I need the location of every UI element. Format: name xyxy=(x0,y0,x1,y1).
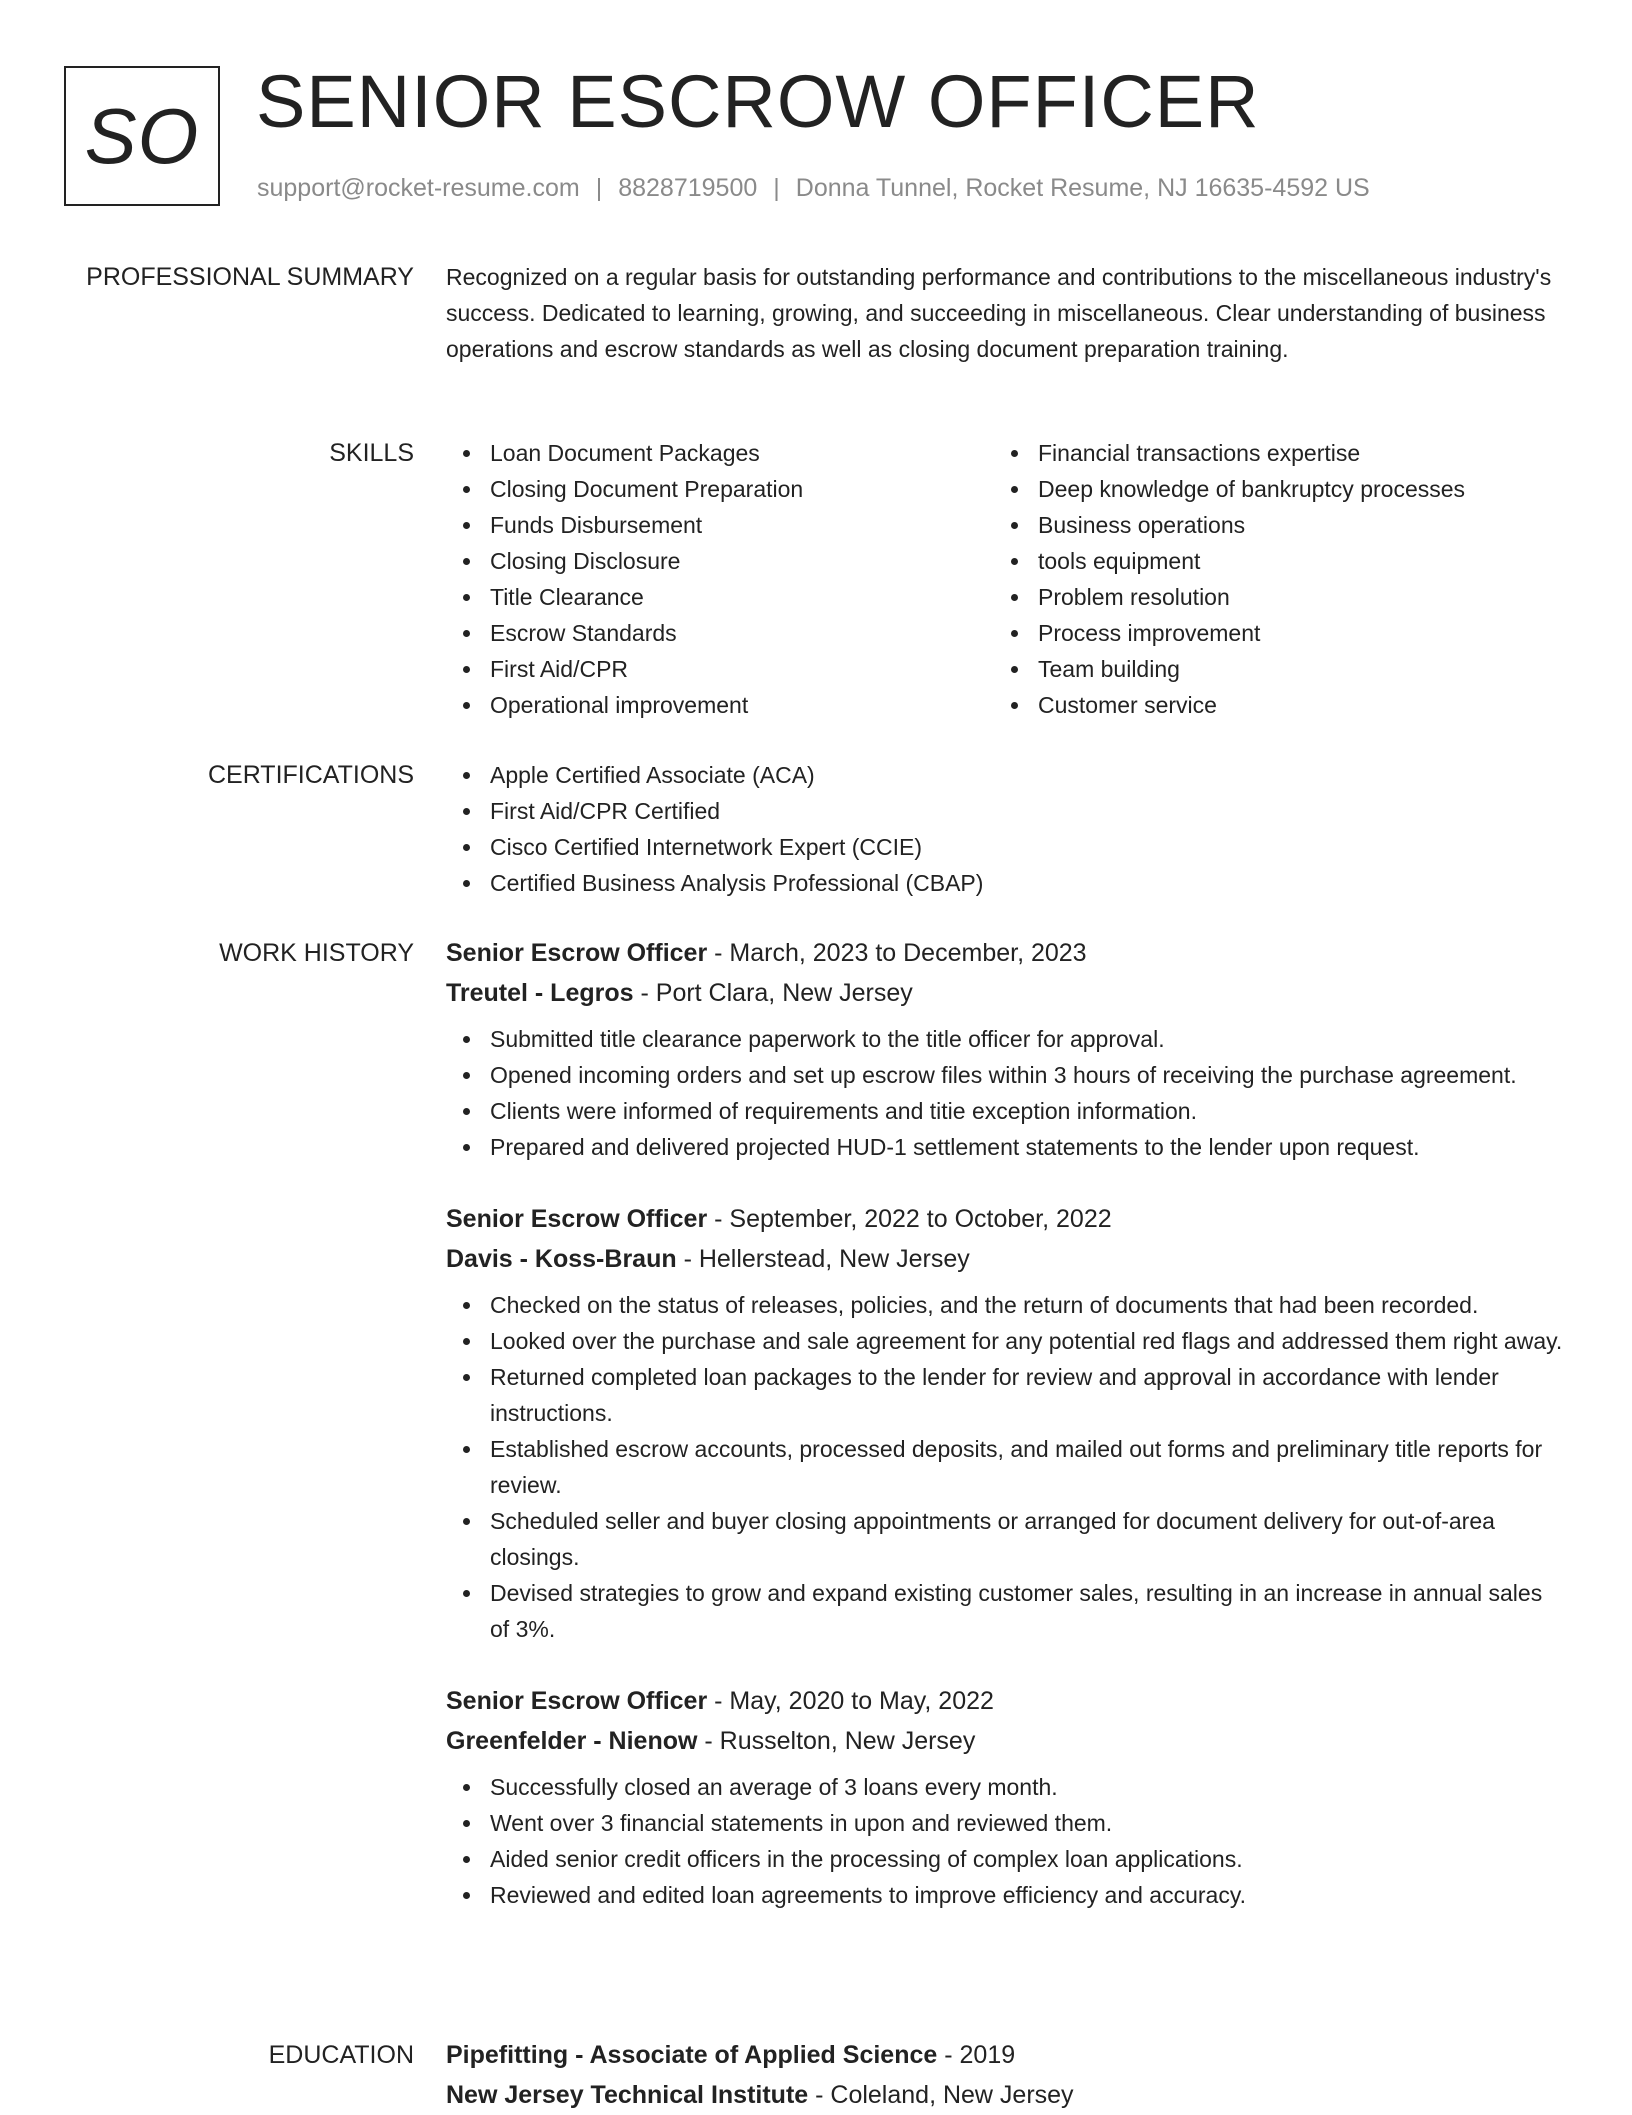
job-company-line xyxy=(446,1721,1566,1761)
monogram-initials: SO xyxy=(84,91,200,180)
job-bullets xyxy=(446,1287,1566,1647)
page-title: SENIOR ESCROW OFFICER xyxy=(256,60,1260,143)
contact-separator: | xyxy=(773,174,780,202)
certification-item: Certified Business Analysis Professional (CBAP) xyxy=(446,865,1566,901)
job-title: Senior Escrow Officer xyxy=(446,939,708,967)
contact-separator: | xyxy=(595,174,603,202)
job-bullet: Established escrow accounts, processed deposits, and mailed out forms and preliminary title reports for review. xyxy=(446,1431,1566,1503)
section-label-summary: PROFESSIONAL SUMMARY xyxy=(86,263,414,291)
section-label-education: EDUCATION xyxy=(268,2041,414,2069)
job-title-line xyxy=(446,1681,1566,1721)
job-bullet: Went over 3 financial statements in upon and reviewed them. xyxy=(446,1805,1566,1841)
education-school: New Jersey Technical Institute xyxy=(446,2081,809,2109)
skill-item: Financial transactions expertise xyxy=(994,435,1542,471)
skill-item: tools equipment xyxy=(994,543,1542,579)
skills-list-right xyxy=(994,435,1542,723)
job-bullet: Clients were informed of requirements and titie exception information. xyxy=(446,1093,1566,1129)
job-company: Davis - Koss-Braun xyxy=(446,1245,677,1273)
contact-phone: 8828719500 xyxy=(618,174,758,202)
skill-item: Deep knowledge of bankruptcy processes xyxy=(994,471,1542,507)
job-bullets xyxy=(446,1769,1566,1913)
job-entry xyxy=(446,1681,1566,1913)
job-dates: - March, 2023 to December, 2023 xyxy=(707,939,1087,967)
job-entry xyxy=(446,1199,1566,1647)
certification-item: Apple Certified Associate (ACA) xyxy=(446,757,1566,793)
skill-item: First Aid/CPR xyxy=(446,651,994,687)
job-dates: - May, 2020 to May, 2022 xyxy=(707,1687,994,1715)
skill-item: Process improvement xyxy=(994,615,1542,651)
job-bullet: Opened incoming orders and set up escrow files within 3 hours of receiving the purchase agreement. xyxy=(446,1057,1566,1093)
skill-item: Title Clearance xyxy=(446,579,994,615)
skill-item: Closing Disclosure xyxy=(446,543,994,579)
job-bullet: Looked over the purchase and sale agreement for any potential red flags and addressed them right away. xyxy=(446,1323,1566,1359)
job-location: - Hellerstead, New Jersey xyxy=(676,1245,970,1273)
education-location: - Coleland, New Jersey xyxy=(808,2081,1074,2109)
section-label-skills: SKILLS xyxy=(329,439,414,467)
skill-item: Business operations xyxy=(994,507,1542,543)
job-company-line xyxy=(446,973,1566,1013)
section-label-certifications: CERTIFICATIONS xyxy=(207,761,414,789)
certification-item: Cisco Certified Internetwork Expert (CCIE) xyxy=(446,829,1566,865)
skill-item: Closing Document Preparation xyxy=(446,471,994,507)
job-bullet: Aided senior credit officers in the processing of complex loan applications. xyxy=(446,1841,1566,1877)
job-bullet: Reviewed and edited loan agreements to improve efficiency and accuracy. xyxy=(446,1877,1566,1913)
contact-address: Donna Tunnel, Rocket Resume, NJ 16635-4592 US xyxy=(795,174,1370,202)
skill-item: Escrow Standards xyxy=(446,615,994,651)
monogram-box xyxy=(64,66,220,206)
job-entry xyxy=(446,933,1566,1165)
contact-line xyxy=(257,174,1370,203)
job-bullet: Successfully closed an average of 3 loans every month. xyxy=(446,1769,1566,1805)
job-bullet: Submitted title clearance paperwork to the title officer for approval. xyxy=(446,1021,1566,1057)
job-title-line xyxy=(446,1199,1566,1239)
job-company: Treutel - Legros xyxy=(446,979,634,1007)
job-location: - Port Clara, New Jersey xyxy=(633,979,913,1007)
job-location: - Russelton, New Jersey xyxy=(697,1727,976,1755)
job-bullet: Checked on the status of releases, policies, and the return of documents that had been recorded. xyxy=(446,1287,1566,1323)
job-bullet: Returned completed loan packages to the lender for review and approval in accordance with lender instructions. xyxy=(446,1359,1566,1431)
job-company: Greenfelder - Nienow xyxy=(446,1727,698,1755)
skills-list-left xyxy=(446,435,994,723)
contact-email: support@rocket-resume.com xyxy=(257,174,580,202)
job-bullet: Devised strategies to grow and expand existing customer sales, resulting in an increase in annual sales of 3%. xyxy=(446,1575,1566,1647)
section-label-work-history: WORK HISTORY xyxy=(219,939,414,967)
job-bullet: Scheduled seller and buyer closing appointments or arranged for document delivery for out-of-area closings. xyxy=(446,1503,1566,1575)
job-dates: - September, 2022 to October, 2022 xyxy=(707,1205,1112,1233)
skill-item: Team building xyxy=(994,651,1542,687)
education-year: - 2019 xyxy=(937,2041,1016,2069)
job-bullets xyxy=(446,1021,1566,1165)
skill-item: Funds Disbursement xyxy=(446,507,994,543)
job-title: Senior Escrow Officer xyxy=(446,1687,708,1715)
skill-item: Customer service xyxy=(994,687,1542,723)
skill-item: Problem resolution xyxy=(994,579,1542,615)
skill-item: Operational improvement xyxy=(446,687,994,723)
job-title-line xyxy=(446,933,1566,973)
certifications-list xyxy=(446,757,1566,901)
job-bullet: Prepared and delivered projected HUD-1 settlement statements to the lender upon request. xyxy=(446,1129,1566,1165)
certification-item: First Aid/CPR Certified xyxy=(446,793,1566,829)
education-degree: Pipefitting - Associate of Applied Science xyxy=(446,2041,938,2069)
job-title: Senior Escrow Officer xyxy=(446,1205,708,1233)
skill-item: Loan Document Packages xyxy=(446,435,994,471)
education-school-line xyxy=(446,2075,1566,2115)
summary-text: Recognized on a regular basis for outstanding performance and contributions to the miscellaneous industry's success. Dedicated to learning, growing, and succeeding in miscellaneous. Clear understanding of business operations and escrow standards as well as closing document preparation training. xyxy=(446,264,1552,362)
job-company-line xyxy=(446,1239,1566,1279)
education-degree-line xyxy=(446,2035,1566,2075)
